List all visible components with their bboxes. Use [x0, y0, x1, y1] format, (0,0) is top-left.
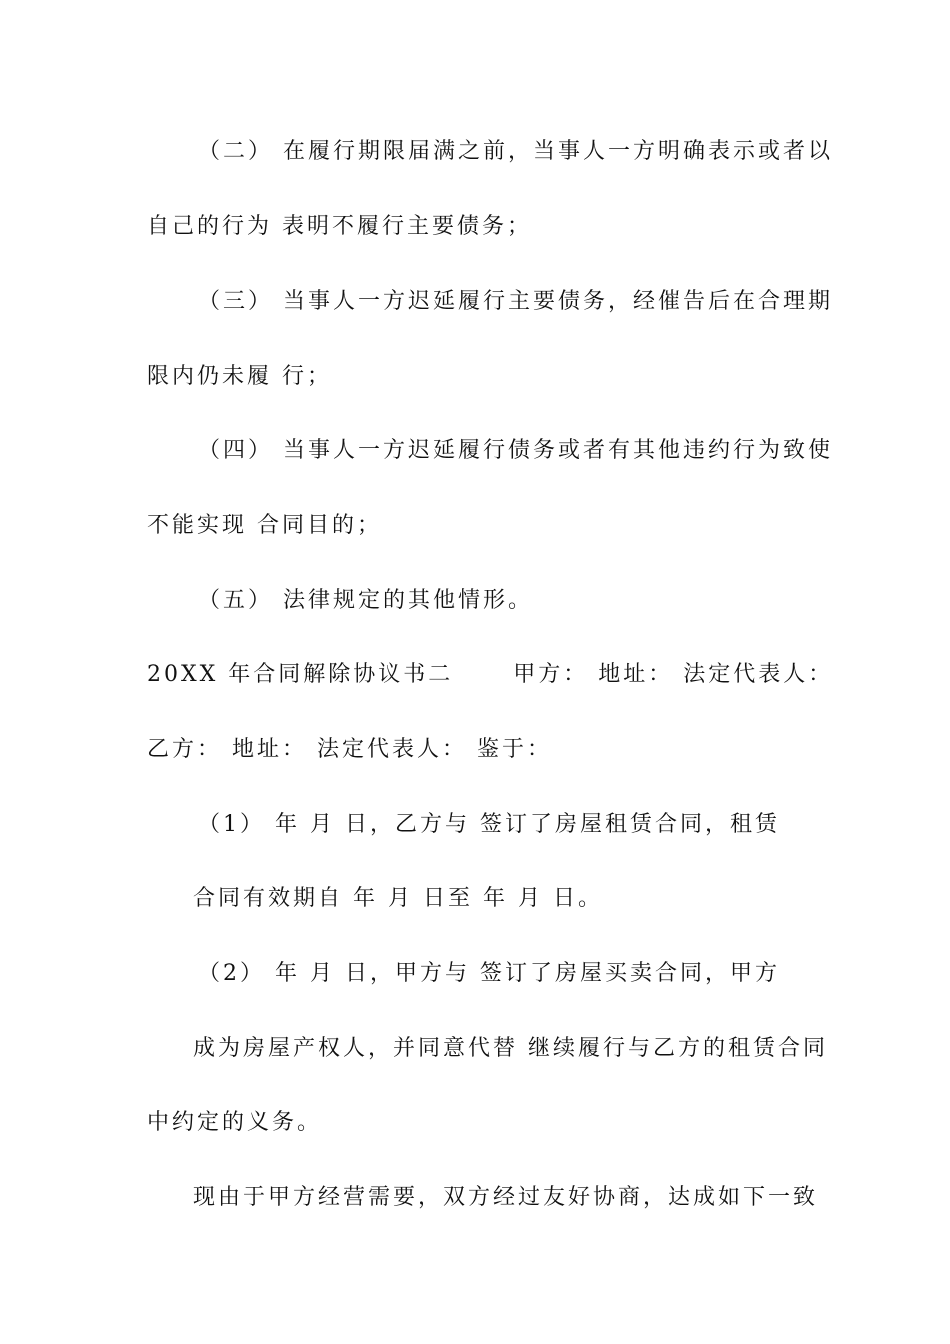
- paragraph-line: 限内仍未履 行；: [147, 364, 332, 389]
- paragraph-line: 乙方： 地址： 法定代表人： 鉴于：: [147, 737, 552, 762]
- paragraph-line: 不能实现 合同目的；: [147, 513, 382, 538]
- paragraph-line: 成为房屋产权人，并同意代替 继续履行与乙方的租赁合同: [193, 1036, 828, 1061]
- paragraph-line: （2） 年 月 日，甲方与 签订了房屋买卖合同，甲方: [198, 961, 780, 986]
- paragraph-line: 自己的行为 表明不履行主要债务；: [147, 214, 532, 239]
- paragraph-line: （二） 在履行期限届满之前，当事人一方明确表示或者以: [198, 139, 833, 164]
- paragraph-line: 合同有效期自 年 月 日至 年 月 日。: [193, 886, 603, 911]
- paragraph-line: （四） 当事人一方迟延履行债务或者有其他违约行为致使: [198, 438, 833, 463]
- paragraph-line: 现由于甲方经营需要，双方经过友好协商，达成如下一致: [193, 1185, 819, 1210]
- section-heading-line: 20XX 年合同解除协议书二 甲方： 地址： 法定代表人：: [147, 662, 834, 687]
- paragraph-line: （1） 年 月 日，乙方与 签订了房屋租赁合同，租赁: [198, 812, 780, 837]
- paragraph-line: （五） 法律规定的其他情形。: [198, 588, 533, 613]
- paragraph-line: （三） 当事人一方迟延履行主要债务，经催告后在合理期: [198, 289, 833, 314]
- paragraph-line: 中约定的义务。: [147, 1110, 323, 1135]
